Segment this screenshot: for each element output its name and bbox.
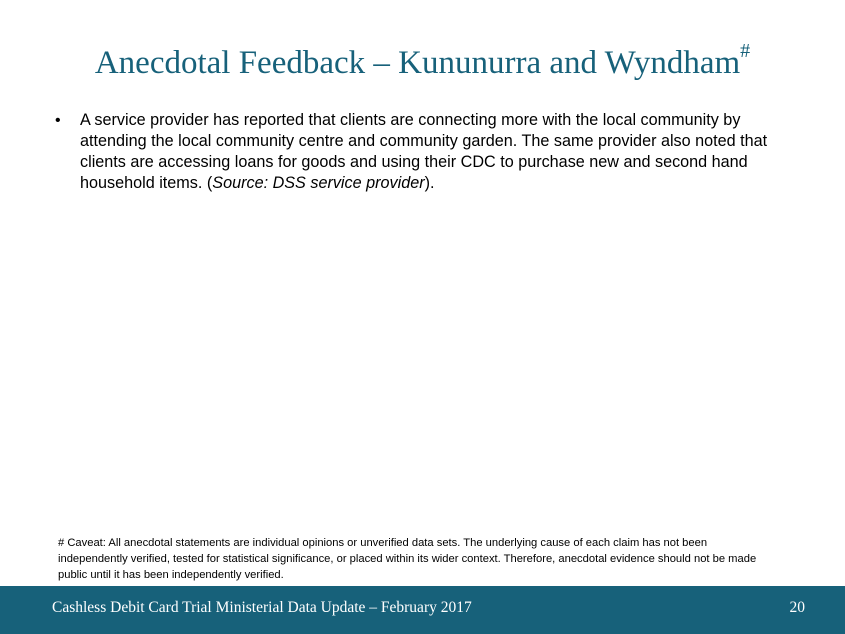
title-superscript: # [740, 40, 751, 62]
bullet-text-main: A service provider has reported that clients are connecting more with the local community by attending the local community centre and community garden. The same provider also noted that clients are accessing loans for goods and using their CDC to purchase new and second hand household items. ( [80, 111, 768, 192]
caveat-note: # Caveat: All anecdotal statements are individual opinions or unverified data sets. The underlying cause of each claim has not been independently verified, tested for statistical significance, or placed within its wider context. Therefore, anecdotal evidence should not be made public until it has been independently verified. [58, 537, 757, 581]
slide-title-text: Anecdotal Feedback – Kununurra and Wyndham [94, 45, 741, 81]
footer-bar [0, 586, 845, 634]
bullet-text-end: ). [424, 174, 435, 192]
slide-title [0, 33, 845, 85]
bullet-icon: • [55, 112, 61, 129]
bullet-source: Source: DSS service provider [212, 174, 425, 192]
bullet-item [55, 110, 795, 194]
bullet-list [55, 110, 795, 194]
footer-title: Cashless Debit Card Trial Ministerial Data Update – February 2017 [52, 599, 472, 616]
page-number: 20 [789, 599, 805, 616]
bullet-text [80, 110, 795, 194]
